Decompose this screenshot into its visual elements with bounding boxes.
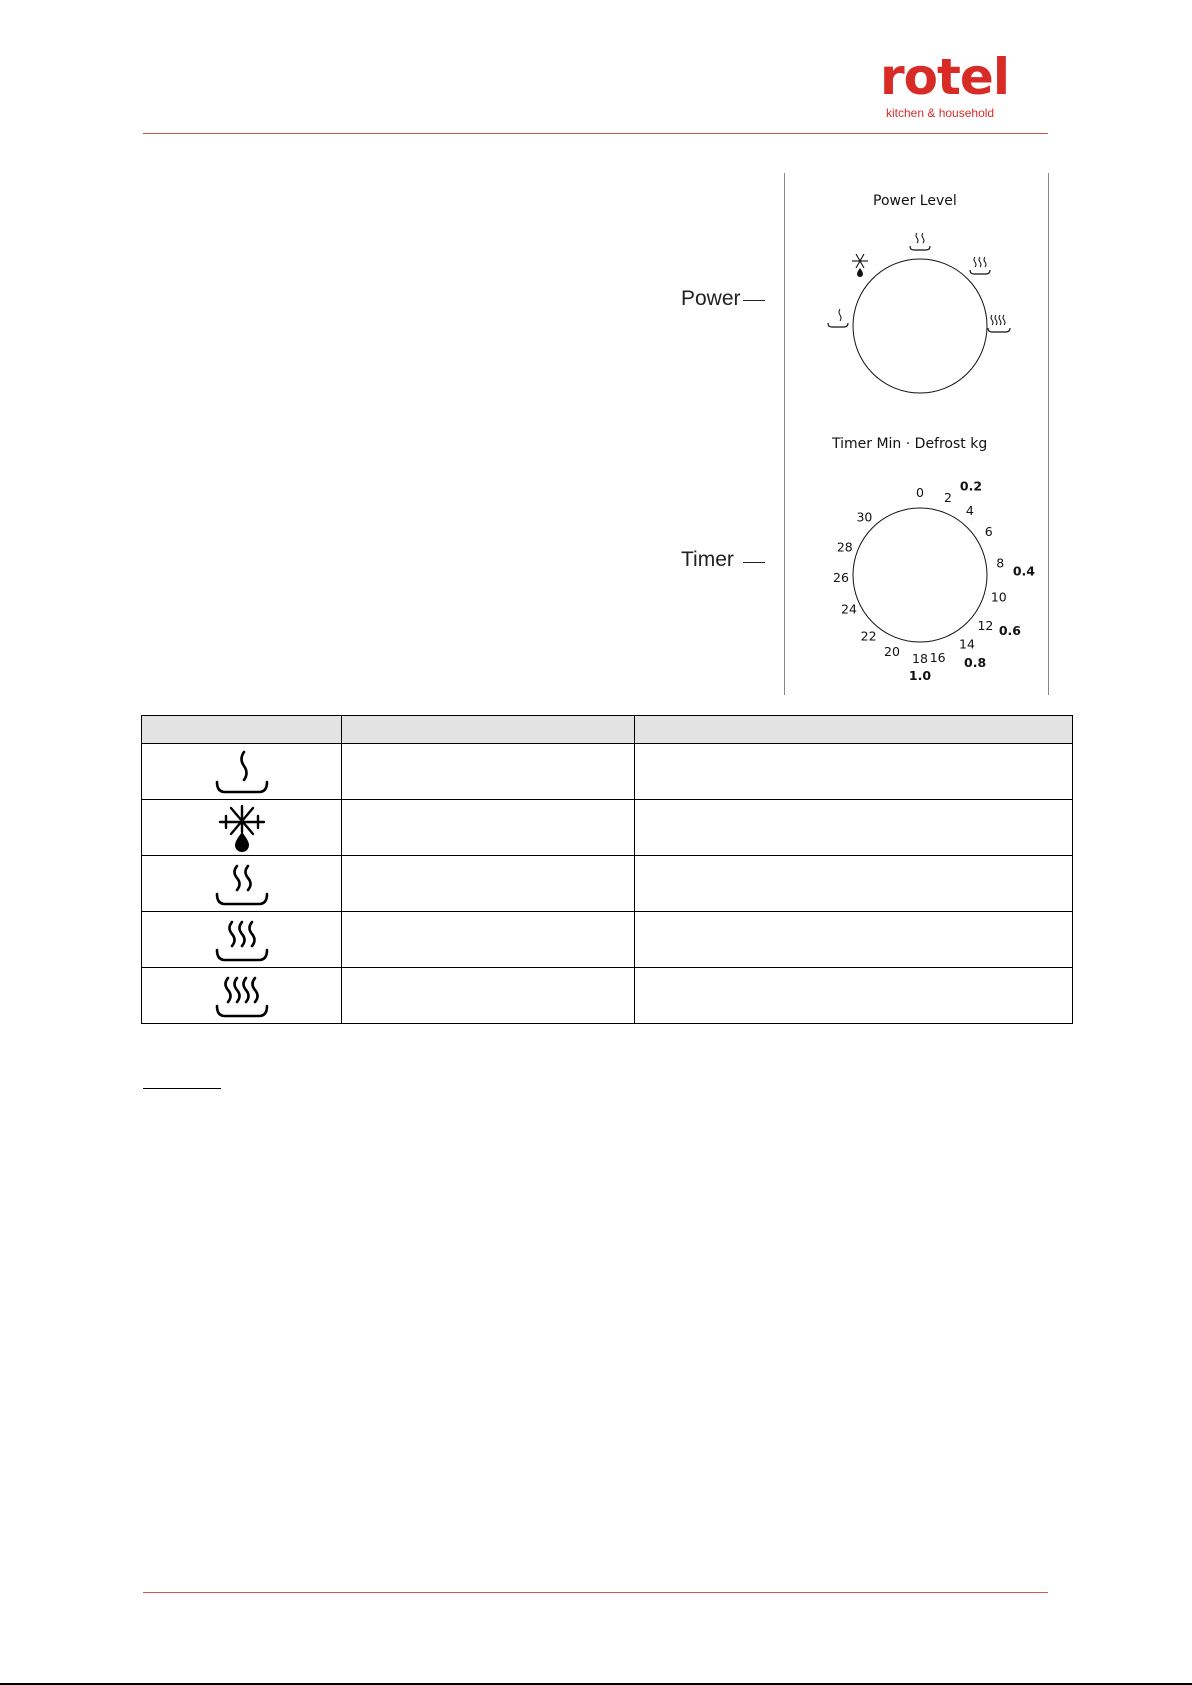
table-cell bbox=[342, 912, 634, 968]
table-cell bbox=[342, 968, 634, 1024]
timer-control-label: Timer bbox=[681, 548, 734, 571]
table-icon-cell bbox=[142, 856, 342, 912]
table-row bbox=[142, 800, 1073, 856]
low-power-icon bbox=[207, 746, 277, 798]
header-rule bbox=[143, 133, 1048, 134]
table-icon-cell bbox=[142, 968, 342, 1024]
medium-power-icon bbox=[207, 914, 277, 966]
timer-kg-label: 0.2 bbox=[959, 478, 983, 494]
table-header-cell bbox=[634, 716, 1072, 744]
section-heading-underline bbox=[143, 1088, 221, 1089]
panel-right-border bbox=[1048, 173, 1049, 695]
table-row bbox=[142, 744, 1073, 800]
table-icon-cell bbox=[142, 912, 342, 968]
timer-minute-label: 28 bbox=[836, 539, 853, 555]
table-cell bbox=[634, 912, 1072, 968]
table-row bbox=[142, 968, 1073, 1024]
power-mode-table bbox=[141, 715, 1073, 1024]
timer-minute-label: 14 bbox=[959, 636, 975, 652]
timer-minute-label: 6 bbox=[984, 524, 993, 540]
table-header-cell bbox=[342, 716, 634, 744]
timer-dial[interactable] bbox=[810, 475, 1035, 683]
brand-wordmark: rotel bbox=[880, 48, 1009, 106]
power-dial[interactable] bbox=[810, 225, 1030, 405]
high-power-icon bbox=[988, 315, 1010, 332]
table-cell bbox=[634, 968, 1072, 1024]
power-leader-line bbox=[743, 300, 765, 301]
timer-minute-label: 24 bbox=[841, 601, 857, 617]
table-header-cell bbox=[142, 716, 342, 744]
power-dial-knob[interactable] bbox=[853, 259, 987, 393]
timer-minute-label: 10 bbox=[990, 589, 1007, 605]
timer-minute-label: 12 bbox=[977, 618, 994, 634]
timer-minute-label: 30 bbox=[856, 509, 873, 525]
table-cell bbox=[634, 800, 1072, 856]
timer-dial-knob[interactable] bbox=[853, 508, 987, 642]
medium-low-power-icon bbox=[207, 858, 277, 910]
timer-minute-label: 16 bbox=[929, 650, 946, 666]
timer-minute-label: 22 bbox=[860, 628, 877, 644]
timer-kg-label: 0.8 bbox=[964, 655, 987, 671]
timer-minute-label: 0 bbox=[916, 485, 924, 500]
brand-tagline: kitchen & household bbox=[886, 106, 995, 120]
table-cell bbox=[342, 800, 634, 856]
power-dial-title: Power Level bbox=[873, 193, 957, 209]
timer-minute-label: 8 bbox=[996, 555, 1005, 571]
timer-minute-label: 4 bbox=[965, 503, 974, 519]
table-cell bbox=[342, 744, 634, 800]
defrost-icon bbox=[207, 802, 277, 854]
table-cell bbox=[634, 856, 1072, 912]
table-cell bbox=[634, 744, 1072, 800]
timer-minute-label: 18 bbox=[912, 651, 928, 666]
timer-kg-label: 1.0 bbox=[908, 668, 932, 683]
brand-logo bbox=[880, 48, 1040, 122]
timer-minute-label: 20 bbox=[884, 644, 900, 660]
timer-leader-line bbox=[743, 562, 765, 563]
low-power-icon bbox=[828, 309, 848, 327]
table-row bbox=[142, 912, 1073, 968]
table-header-row bbox=[142, 716, 1073, 744]
power-control-label: Power bbox=[681, 287, 741, 310]
footer-rule bbox=[143, 1592, 1048, 1593]
timer-dial-title: Timer Min · Defrost kg bbox=[832, 436, 988, 452]
table-icon-cell bbox=[142, 800, 342, 856]
defrost-icon bbox=[852, 254, 868, 277]
timer-kg-label: 0.6 bbox=[998, 623, 1021, 639]
table-icon-cell bbox=[142, 744, 342, 800]
timer-kg-label: 0.4 bbox=[1012, 563, 1035, 579]
table-row bbox=[142, 856, 1073, 912]
timer-minute-label: 26 bbox=[833, 569, 849, 585]
high-power-icon bbox=[207, 970, 277, 1022]
panel-left-border bbox=[784, 173, 785, 695]
table-cell bbox=[342, 856, 634, 912]
timer-minute-label: 2 bbox=[944, 489, 952, 505]
medium-low-power-icon bbox=[910, 233, 930, 250]
medium-power-icon bbox=[970, 257, 990, 274]
